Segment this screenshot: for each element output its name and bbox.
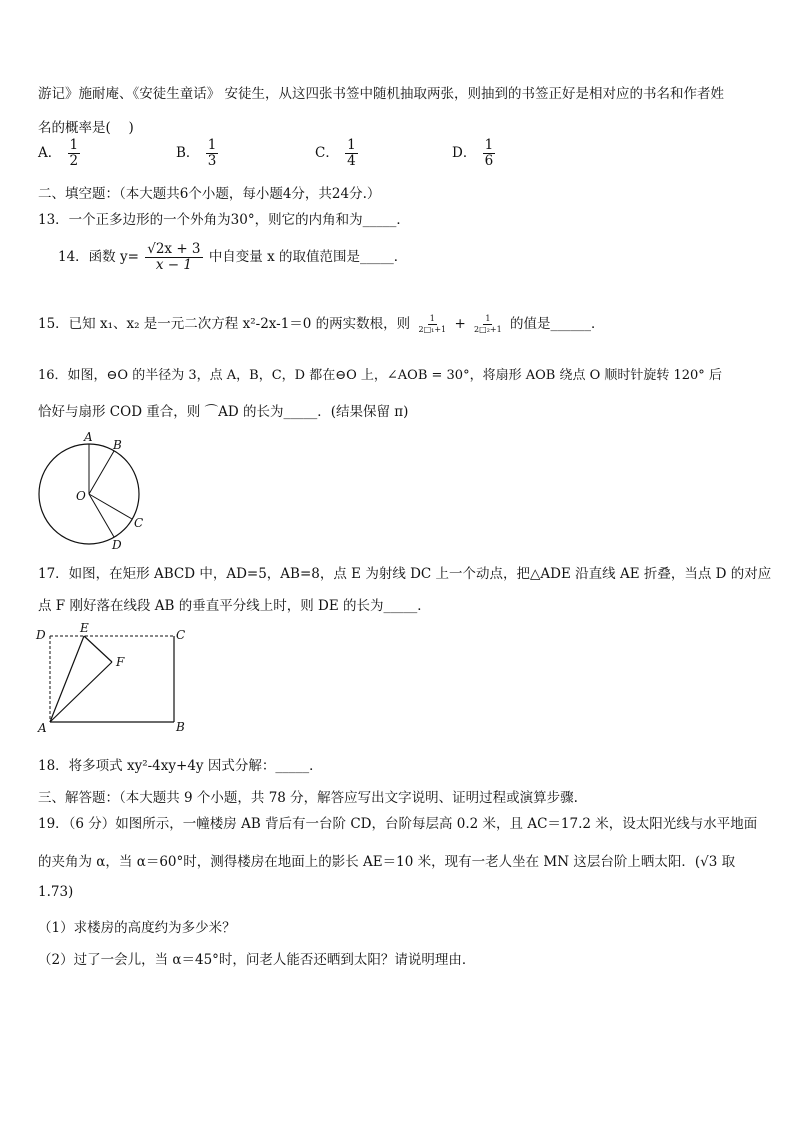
section-3-heading: 三、解答题：（本大题共 9 个小题，共 78 分，解答应写出文字说明、证明过程或演算步骤. [38,790,578,806]
option-c-den: 4 [347,153,356,169]
radius-oc [89,494,132,519]
option-a-den: 2 [69,153,79,169]
option-c-fraction [345,138,358,169]
figure-17-rectangle-diagram [34,620,194,735]
q16-text-line2: 恰好与扇形 COD 重合，则 ⌒AD 的长为_____．(结果保留 π) [38,404,409,420]
q14-text [58,242,407,273]
label-a: A [38,721,47,735]
label-d: D [36,628,46,642]
section-2-heading: 二、填空题：（本大题共6个小题，每小题4分，共24分.） [38,186,381,202]
segment-af [50,662,112,722]
q15-fraction-1 [416,314,448,335]
option-a-label: A． [38,145,62,161]
option-b-den: 3 [207,153,217,169]
label-o: O [76,489,86,503]
option-b-num: 1 [207,137,217,153]
q14-numerator: √2x + 3 [147,241,201,257]
label-b: B [113,438,122,452]
option-c-label: C． [315,145,339,161]
q18-text: 18．将多项式 xy²-4xy+4y 因式分解：_____． [38,758,323,774]
option-d-den: 6 [484,153,494,169]
q17-text-line2: 点 F 刚好落在线段 AB 的垂直平分线上时，则 DE 的长为_____． [38,598,431,614]
q15-fraction-1-num: 1 [429,314,435,323]
q19-subquestion-1: （1）求楼房的高度约为多少米？ [38,920,236,936]
label-c: C [176,628,186,642]
q13-text: 13．一个正多边形的一个外角为30°，则它的内角和为_____． [38,212,410,228]
label-a: A [84,430,93,444]
label-e: E [80,621,89,635]
option-d-num: 1 [484,137,494,153]
q19-subquestion-2: （2）过了一会儿，当 α＝45°时，问老人能否还晒到太阳？请说明理由． [38,952,476,968]
q15-fraction-2-num: 1 [485,314,491,323]
option-c-num: 1 [347,137,356,153]
option-d-fraction [483,138,496,169]
option-c[interactable] [315,138,360,169]
label-f: F [116,655,125,669]
option-a[interactable] [38,138,82,169]
q17-text-line1: 17．如图，在矩形 ABCD 中，AD=5，AB=8，点 E 为射线 DC 上一个动点，把△ADE 沿直线 AE 折叠，当点 D 的对应 [38,566,772,582]
option-b[interactable] [176,138,220,169]
q19-text-line2: 的夹角为 α，当 α＝60°时，测得楼房在地面上的影长 AE＝10 米，现有一老人坐在 MN 这层台阶上晒太阳．(√3 取 [38,854,736,870]
label-c: C [134,516,144,530]
q15-suffix: 的值是______． [510,316,605,332]
option-a-num: 1 [69,137,79,153]
q15-fraction-2 [472,314,504,335]
q16-text-line1: 16．如图，⊖O 的半径为 3，点 A，B，C，D 都在⊖O 上，∠AOB = 30°，将扇形 AOB 绕点 O 顺时针旋转 120° 后 [38,368,722,383]
label-b: B [176,720,185,734]
option-d-label: D． [452,145,477,161]
option-b-fraction [206,138,219,169]
q15-prefix: 15．已知 x₁、x₂ 是一元二次方程 x²-2x-1＝0 的两实数根，则 [38,316,411,332]
q14-denominator: x − 1 [155,257,192,273]
q12-text-line1: 游记》施耐庵、《安徒生童话》 安徒生，从这四张书签中随机抽取两张，则抽到的书签正好是相对应的书名和作者姓 [38,86,725,102]
radius-ob [89,451,114,494]
q14-suffix: 中自变量 x 的取值范围是_____． [208,249,408,265]
q14-fraction [145,242,202,273]
label-d: D [112,538,122,552]
option-a-fraction [68,138,81,169]
option-b-label: B． [176,145,200,161]
option-d[interactable] [452,138,497,169]
segment-ef [84,636,112,662]
q12-text-line2: 名的概率是( ) [38,120,134,136]
segment-ae [50,636,84,722]
figure-16-circle-diagram [34,428,164,553]
q19-text-line3: 1.73) [38,884,74,900]
q14-prefix: 14．函数 y= [58,249,139,265]
q15-text [38,312,605,335]
q15-plus: + [454,316,466,332]
q15-fraction-2-den: 2□₂+1 [474,325,502,334]
radius-od [89,494,114,537]
q15-fraction-1-den: 2□₁+1 [418,325,447,334]
q19-text-line1: 19．（6 分）如图所示，一幢楼房 AB 背后有一台阶 CD，台阶每层高 0.2 米，且 AC＝17.2 米，设太阳光线与水平地面 [38,816,758,832]
